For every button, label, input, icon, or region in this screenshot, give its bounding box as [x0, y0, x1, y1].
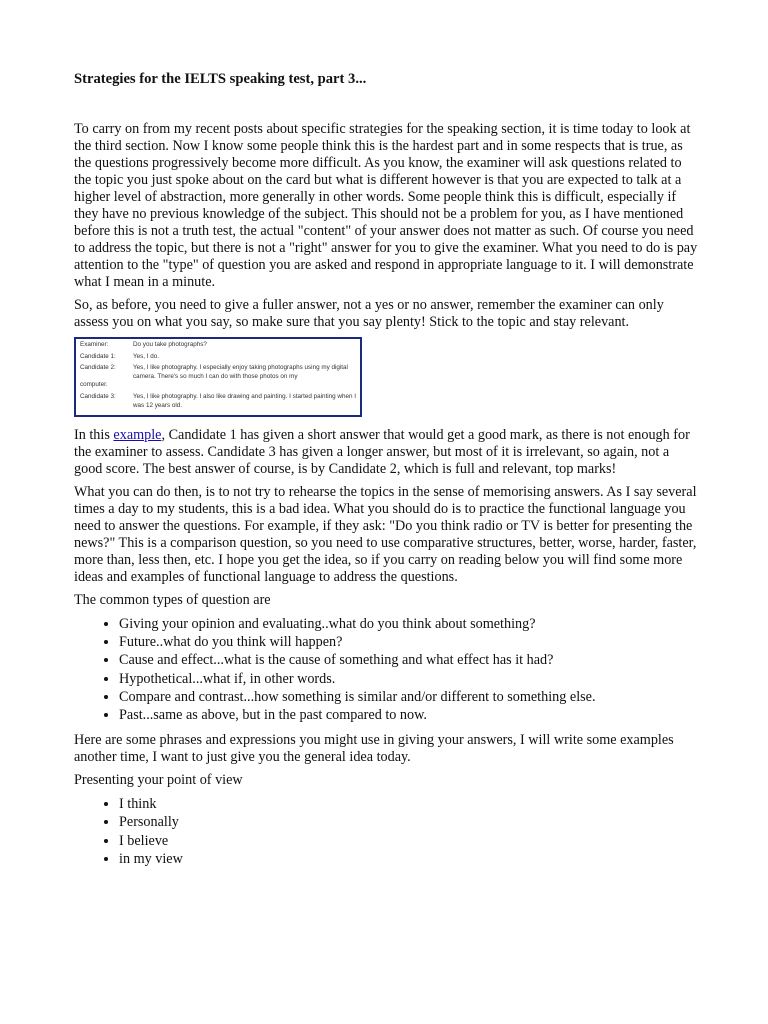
dialogue-text: Do you take photographs? — [133, 341, 207, 348]
list-item: • I believe — [119, 832, 699, 850]
document-page — [74, 70, 699, 876]
list-item: • Giving your opinion and evaluating..what do you think about something? — [119, 615, 699, 633]
phrases-list — [74, 795, 699, 868]
speaker-label: Candidate 3: — [80, 392, 116, 400]
dialogue-text: Yes, I like photography. I especially enjoy taking photographs using my digital camera. There's so much I can do with those photos on my — [133, 364, 348, 380]
dialogue-text: Yes, I like photography. I also like drawing and painting. I started painting when I was 12 years old. — [133, 392, 356, 409]
example-dialogue-image — [74, 337, 362, 417]
speaker-label: Candidate 1: — [80, 352, 116, 360]
question-types-intro: The common types of question are — [74, 592, 271, 608]
speaker-label: computer. — [80, 381, 108, 389]
speaker-label: Candidate 2: — [80, 364, 116, 372]
example-link[interactable]: example — [113, 427, 162, 443]
list-item: • Personally — [119, 813, 699, 831]
example-text-after: , Candidate 1 has given a short answer that would get a good mark, as there is not enough for the examiner to assess. Candidate 3 has given a longer answer, but most of it is irrelevant, so again, not a good score. The best answer of course, is by Candidate 2, which is full and relevant, top marks! — [74, 427, 690, 477]
dialogue-text — [133, 381, 356, 390]
example-text-before: In this — [74, 427, 114, 443]
phrases-intro-paragraph: Here are some phrases and expressions you might use in giving your answers, I will write some examples another time, I want to just give you the general idea today. — [74, 732, 674, 766]
list-item: • Future..what do you think will happen? — [119, 633, 699, 651]
dialogue-row-candidate-2 — [80, 364, 356, 381]
intro-paragraph: To carry on from my recent posts about specific strategies for the speaking section, it is time today to look at the third section. Now I know some people think this is the hardest part and in some respects that is true, as the questions progressively become more difficult. As you know, the examiner will ask questions related to the topic you just spoke about on the card but what is different however is that you are expected to talk at a higher level of abstraction, more generally in other words. Some people think this is difficult, especially if they have no previous knowledge of the subject. This should not be a problem for you, as I have mentioned before this is not a truth test, the actual "content" of your answer does not matter as such. Of course you need to address the topic, but there is not a "right" answer for you to give the examiner. What you need to do is pay attention to the "type" of question you are asked and respond in appropriate language to it. I will demonstrate what I mean in a minute. — [74, 121, 698, 290]
section-heading-point-of-view: Presenting your point of view — [74, 772, 243, 789]
list-item: • Past...same as above, but in the past compared to now. — [119, 706, 699, 724]
example-paragraph — [74, 427, 699, 478]
dialogue-row-candidate-1 — [80, 353, 356, 362]
list-item: • Cause and effect...what is the cause of something and what effect has it had? — [119, 651, 699, 669]
question-types-list — [74, 615, 699, 724]
dialogue-row-continuation — [80, 381, 356, 390]
dialogue-text: Yes, I do. — [133, 352, 160, 360]
speaker-label: Examiner: — [80, 341, 109, 348]
list-item: • Compare and contrast...how something is similar and/or different to something else. — [119, 688, 699, 706]
practice-paragraph: What you can do then, is to not try to rehearse the topics in the sense of memorising answers. As I say several times a day to my students, this is a bad idea. What you should do is to practice the functional language you need to answer the questions. For example, if they ask: "Do you think radio or TV is better for presenting the news?" This is a comparison question, so you need to use comparative structures, better, worse, harder, faster, more than, less then, etc. I hope you get the idea, so if you carry on reading below you will find some more ideas and examples of functional language to address the questions. — [74, 484, 697, 585]
dialogue-row-candidate-3 — [80, 393, 356, 410]
list-item: • in my view — [119, 850, 699, 868]
list-item: • Hypothetical...what if, in other words. — [119, 670, 699, 688]
advice-paragraph: So, as before, you need to give a fuller answer, not a yes or no answer, remember the examiner can only assess you on what you say, so make sure that you say plenty! Stick to the topic and stay relevant. — [74, 297, 664, 330]
list-item: • I think — [119, 795, 699, 813]
dialogue-row-examiner — [80, 341, 356, 350]
page-title: Strategies for the IELTS speaking test, part 3... — [74, 71, 367, 87]
